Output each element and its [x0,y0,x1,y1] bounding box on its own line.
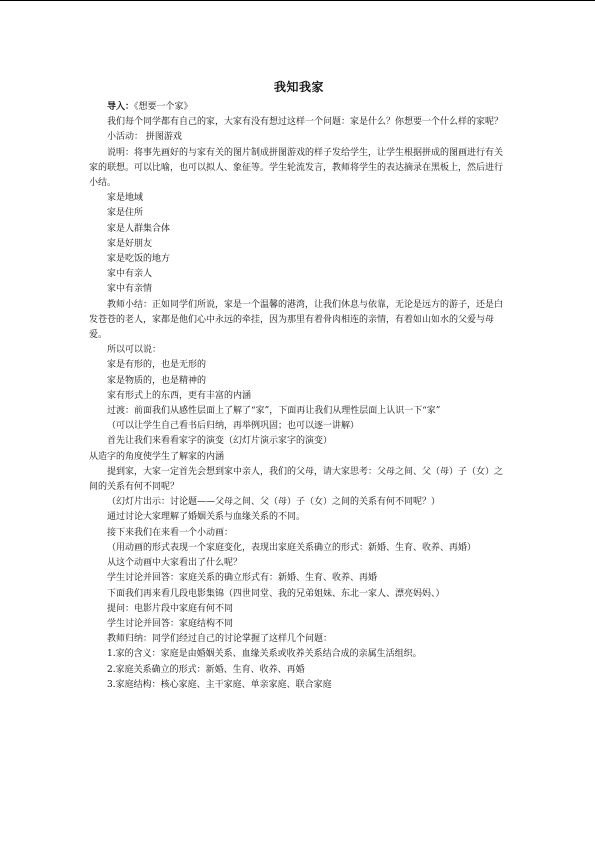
paragraph-teacher-summary: 教师小结：正如同学们所说，家是一个温馨的港湾，让我们休息与依靠，无论是远方的游子，还是白发苍苍的老人，家都是他们心中永远的牵挂，因为那里有着骨肉相连的亲情，有着如山如水的父爱与母爱。 [89,299,504,341]
paragraph-instructions: 说明：将事先画好的与家有关的图片制成拼图游戏的样子发给学生，让学生根据拼成的图画进行有关家的联想。可以比喻，也可以拟人、象征等。学生轮流发言，教师将学生的表达摘录在黑板上，然后进行小结。 [89,147,504,189]
summary-item-1: 1.家的含义：家庭是由婚姻关系、血缘关系或收养关系结合成的亲属生活组织。 [107,649,422,660]
paragraph-animation-note: （用动画的形式表现一个家庭变化，表现出家庭关系确立的形式：新婚、生育、收养、再婚） [107,542,477,553]
paragraph-animation-question: 从这个动画中大家看出了什么呢？ [107,558,243,569]
paragraph-transition: 过渡：前面我们从感性层面上了解了“家”，下面再让我们从理性层面上认识一下“家” [107,406,441,417]
paragraph-question: 我们每个同学都有自己的家，大家有没有想过这样一个问题：家是什么？你想要一个什么样的家呢？ [107,117,504,128]
paragraph-activity: 小活动： 拼图游戏 [107,132,182,143]
paragraph-film-clips: 下面我们再来看几段电影集锦（四世同堂、我的兄弟姐妹、东北一家人、漂亮妈妈、） [107,588,445,599]
paragraph-student-answer-1: 学生讨论并回答：家庭关系的确立形式有：新婚、生育、收养、再婚 [107,573,378,584]
list-item-nature-3: 家有形式上的东西，更有丰富的内涵 [107,390,252,401]
paragraph-slide-discussion: （幻灯片出示：讨论题——父母之间、父（母）子（女）之间的关系有何不同呢？） [107,497,441,508]
paragraph-teacher-conclusion: 教师归纳：同学们经过自己的讨论掌握了这样几个问题： [107,634,333,645]
paragraph-so-we-say: 所以可以说： [107,345,162,356]
top-border-line [0,0,595,1]
list-item-home-3: 家是人群集合体 [107,223,171,234]
summary-item-2: 2.家庭关系确立的形式：新婚、生育、收养、再婚 [107,664,305,675]
intro-text: 《想要一个家》 [134,102,193,112]
list-item-nature-1: 家是有形的，也是无形的 [107,360,207,371]
list-item-home-5: 家是吃饭的地方 [107,254,171,265]
paragraph-character-evolution: 首先让我们来看看家字的演变（幻灯片演示家字的演变） [107,436,333,447]
paragraph-student-answer-2: 学生讨论并回答：家庭结构不同 [107,618,234,629]
list-item-home-4: 家是好朋友 [107,238,153,249]
paragraph-animation-intro: 接下来我们在来看一个小动画： [107,527,234,538]
paragraph-family-relations: 提到家，大家一定首先会想到家中亲人，我们的父母，请大家思考：父母之间、父（母）子（女）之间的关系有何不同呢？ [89,466,504,493]
document-page [89,78,509,693]
list-item-home-6: 家中有亲人 [107,269,153,280]
list-item-nature-2: 家是物质的，也是精神的 [107,375,207,386]
list-item-home-1: 家是地域 [107,193,144,204]
intro-label: 导入： [107,102,135,112]
paragraph-film-question: 提问：电影片段中家庭有何不同 [107,603,234,614]
list-item-home-2: 家是住所 [107,208,144,219]
summary-item-3: 3.家庭结构：核心家庭、主干家庭、单亲家庭、联合家庭 [107,679,332,690]
paragraph-character-meaning: 从造字的角度使学生了解家的内涵 [89,451,225,462]
list-item-home-7: 家中有亲情 [107,284,153,295]
document-title: 我知我家 [273,80,324,94]
paragraph-note-self-study: （可以让学生自己看书后归纳，再举例巩固；也可以逐一讲解） [107,421,360,432]
paragraph-discussion-result: 通过讨论大家理解了婚姻关系与血缘关系的不同。 [107,512,306,523]
intro-line [89,100,509,115]
